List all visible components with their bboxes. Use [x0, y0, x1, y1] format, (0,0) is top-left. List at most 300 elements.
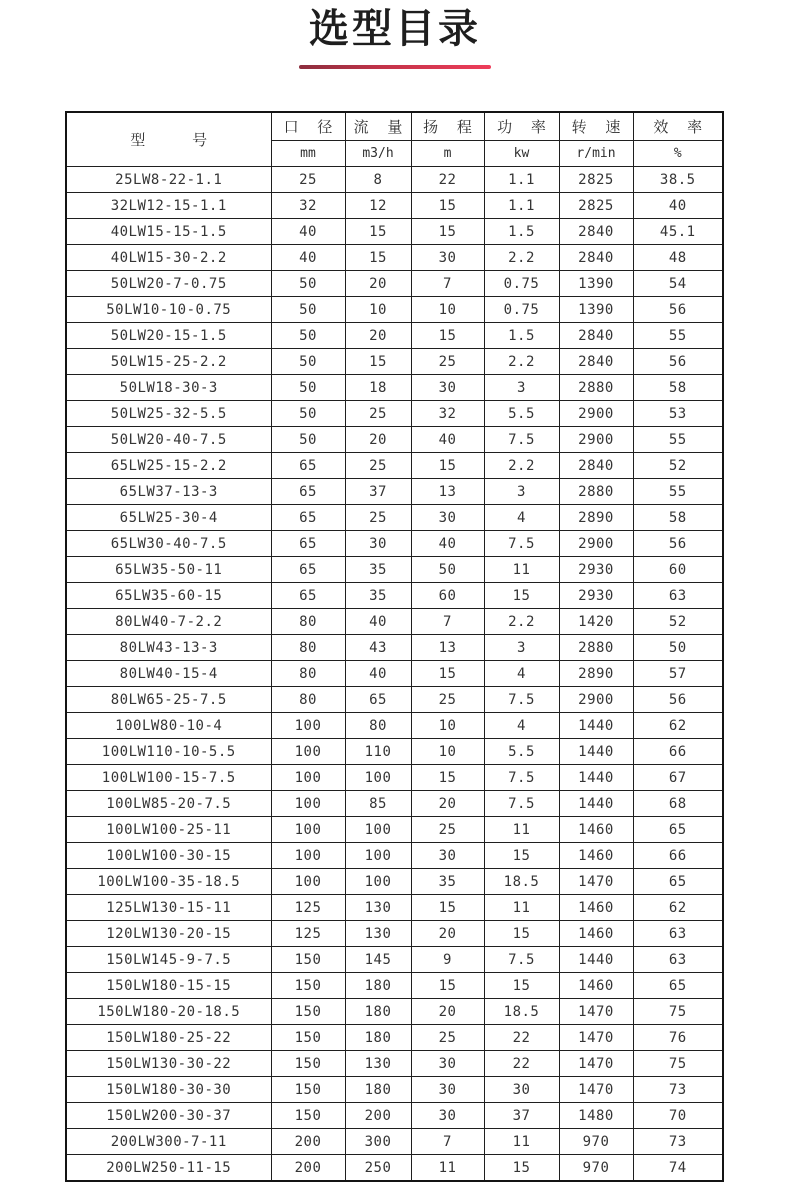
efficiency-cell: 63: [633, 947, 723, 973]
diameter-cell: 125: [271, 895, 345, 921]
power-cell: 11: [484, 1129, 559, 1155]
power-cell: 1.1: [484, 193, 559, 219]
head-cell: 40: [411, 531, 484, 557]
title-accent-line: [299, 65, 491, 69]
speed-cell: 2840: [559, 245, 633, 271]
head-cell: 30: [411, 245, 484, 271]
diameter-cell: 100: [271, 843, 345, 869]
power-cell: 3: [484, 635, 559, 661]
diameter-cell: 80: [271, 661, 345, 687]
diameter-cell: 65: [271, 583, 345, 609]
diameter-cell: 50: [271, 349, 345, 375]
efficiency-cell: 74: [633, 1155, 723, 1182]
head-cell: 60: [411, 583, 484, 609]
speed-cell: 1460: [559, 817, 633, 843]
power-cell: 4: [484, 661, 559, 687]
model-cell: 65LW35-50-11: [66, 557, 271, 583]
head-cell: 15: [411, 973, 484, 999]
model-cell: 100LW100-15-7.5: [66, 765, 271, 791]
efficiency-cell: 66: [633, 739, 723, 765]
diameter-cell: 40: [271, 219, 345, 245]
model-cell: 80LW65-25-7.5: [66, 687, 271, 713]
speed-cell: 970: [559, 1155, 633, 1182]
model-cell: 150LW145-9-7.5: [66, 947, 271, 973]
diameter-cell: 50: [271, 297, 345, 323]
model-cell: 150LW180-15-15: [66, 973, 271, 999]
flow-cell: 12: [345, 193, 411, 219]
head-cell: 10: [411, 297, 484, 323]
head-cell: 40: [411, 427, 484, 453]
pump-selection-table: [65, 111, 724, 1182]
unit-speed: r/min: [559, 141, 633, 167]
table-row: [66, 323, 723, 349]
model-cell: 120LW130-20-15: [66, 921, 271, 947]
flow-cell: 35: [345, 557, 411, 583]
efficiency-cell: 65: [633, 973, 723, 999]
table-body: [66, 167, 723, 1182]
head-cell: 9: [411, 947, 484, 973]
efficiency-cell: 76: [633, 1025, 723, 1051]
head-cell: 10: [411, 739, 484, 765]
head-cell: 7: [411, 271, 484, 297]
diameter-cell: 65: [271, 557, 345, 583]
model-cell: 100LW85-20-7.5: [66, 791, 271, 817]
column-header-power: 功 率: [484, 112, 559, 141]
unit-flow: m3/h: [345, 141, 411, 167]
model-cell: 200LW250-11-15: [66, 1155, 271, 1182]
power-cell: 15: [484, 921, 559, 947]
speed-cell: 2900: [559, 401, 633, 427]
table-row: [66, 947, 723, 973]
power-cell: 11: [484, 895, 559, 921]
speed-cell: 1470: [559, 1077, 633, 1103]
flow-cell: 20: [345, 427, 411, 453]
power-cell: 4: [484, 505, 559, 531]
power-cell: 11: [484, 557, 559, 583]
power-cell: 7.5: [484, 765, 559, 791]
flow-cell: 100: [345, 817, 411, 843]
power-cell: 30: [484, 1077, 559, 1103]
flow-cell: 37: [345, 479, 411, 505]
flow-cell: 20: [345, 271, 411, 297]
model-cell: 50LW10-10-0.75: [66, 297, 271, 323]
power-cell: 7.5: [484, 947, 559, 973]
unit-head: m: [411, 141, 484, 167]
diameter-cell: 65: [271, 531, 345, 557]
model-cell: 150LW180-20-18.5: [66, 999, 271, 1025]
efficiency-cell: 63: [633, 921, 723, 947]
flow-cell: 25: [345, 505, 411, 531]
flow-cell: 20: [345, 323, 411, 349]
efficiency-cell: 52: [633, 453, 723, 479]
efficiency-cell: 55: [633, 323, 723, 349]
diameter-cell: 150: [271, 1077, 345, 1103]
model-cell: 150LW200-30-37: [66, 1103, 271, 1129]
power-cell: 37: [484, 1103, 559, 1129]
power-cell: 2.2: [484, 349, 559, 375]
power-cell: 3: [484, 375, 559, 401]
diameter-cell: 80: [271, 635, 345, 661]
power-cell: 15: [484, 973, 559, 999]
speed-cell: 1460: [559, 973, 633, 999]
head-cell: 10: [411, 713, 484, 739]
diameter-cell: 50: [271, 323, 345, 349]
table-row: [66, 219, 723, 245]
speed-cell: 2930: [559, 583, 633, 609]
table-row: [66, 817, 723, 843]
model-cell: 50LW15-25-2.2: [66, 349, 271, 375]
power-cell: 7.5: [484, 427, 559, 453]
speed-cell: 1460: [559, 921, 633, 947]
diameter-cell: 40: [271, 245, 345, 271]
efficiency-cell: 62: [633, 895, 723, 921]
model-cell: 50LW20-40-7.5: [66, 427, 271, 453]
speed-cell: 1440: [559, 791, 633, 817]
efficiency-cell: 57: [633, 661, 723, 687]
model-cell: 65LW25-15-2.2: [66, 453, 271, 479]
table-row: [66, 999, 723, 1025]
diameter-cell: 65: [271, 479, 345, 505]
flow-cell: 18: [345, 375, 411, 401]
diameter-cell: 80: [271, 687, 345, 713]
unit-power: kw: [484, 141, 559, 167]
efficiency-cell: 75: [633, 999, 723, 1025]
table-row: [66, 791, 723, 817]
table-row: [66, 375, 723, 401]
table-row: [66, 583, 723, 609]
model-cell: 80LW40-15-4: [66, 661, 271, 687]
diameter-cell: 100: [271, 869, 345, 895]
model-cell: 150LW180-25-22: [66, 1025, 271, 1051]
efficiency-cell: 56: [633, 349, 723, 375]
power-cell: 1.1: [484, 167, 559, 193]
speed-cell: 1440: [559, 713, 633, 739]
head-cell: 7: [411, 1129, 484, 1155]
diameter-cell: 100: [271, 765, 345, 791]
power-cell: 0.75: [484, 271, 559, 297]
table-row: [66, 193, 723, 219]
speed-cell: 2880: [559, 479, 633, 505]
diameter-cell: 32: [271, 193, 345, 219]
head-cell: 15: [411, 765, 484, 791]
efficiency-cell: 45.1: [633, 219, 723, 245]
header-row-names: [66, 112, 723, 141]
diameter-cell: 200: [271, 1155, 345, 1182]
efficiency-cell: 40: [633, 193, 723, 219]
table-row: [66, 297, 723, 323]
head-cell: 30: [411, 375, 484, 401]
flow-cell: 25: [345, 453, 411, 479]
speed-cell: 2840: [559, 219, 633, 245]
efficiency-cell: 67: [633, 765, 723, 791]
efficiency-cell: 75: [633, 1051, 723, 1077]
table-row: [66, 557, 723, 583]
head-cell: 25: [411, 817, 484, 843]
speed-cell: 1390: [559, 297, 633, 323]
efficiency-cell: 73: [633, 1129, 723, 1155]
diameter-cell: 100: [271, 817, 345, 843]
model-cell: 200LW300-7-11: [66, 1129, 271, 1155]
power-cell: 2.2: [484, 453, 559, 479]
table-row: [66, 1025, 723, 1051]
table-row: [66, 765, 723, 791]
head-cell: 20: [411, 791, 484, 817]
head-cell: 15: [411, 453, 484, 479]
speed-cell: 1440: [559, 765, 633, 791]
speed-cell: 1420: [559, 609, 633, 635]
efficiency-cell: 60: [633, 557, 723, 583]
model-cell: 80LW40-7-2.2: [66, 609, 271, 635]
diameter-cell: 50: [271, 271, 345, 297]
table-row: [66, 1077, 723, 1103]
flow-cell: 130: [345, 895, 411, 921]
flow-cell: 40: [345, 661, 411, 687]
model-cell: 50LW25-32-5.5: [66, 401, 271, 427]
diameter-cell: 125: [271, 921, 345, 947]
speed-cell: 1470: [559, 999, 633, 1025]
head-cell: 7: [411, 609, 484, 635]
head-cell: 20: [411, 999, 484, 1025]
efficiency-cell: 54: [633, 271, 723, 297]
table-row: [66, 713, 723, 739]
head-cell: 15: [411, 895, 484, 921]
head-cell: 22: [411, 167, 484, 193]
table-row: [66, 687, 723, 713]
diameter-cell: 150: [271, 999, 345, 1025]
efficiency-cell: 48: [633, 245, 723, 271]
diameter-cell: 150: [271, 1025, 345, 1051]
power-cell: 3: [484, 479, 559, 505]
model-cell: 50LW18-30-3: [66, 375, 271, 401]
efficiency-cell: 56: [633, 687, 723, 713]
model-cell: 50LW20-15-1.5: [66, 323, 271, 349]
power-cell: 7.5: [484, 531, 559, 557]
head-cell: 15: [411, 661, 484, 687]
model-cell: 80LW43-13-3: [66, 635, 271, 661]
flow-cell: 15: [345, 349, 411, 375]
speed-cell: 2890: [559, 505, 633, 531]
speed-cell: 1460: [559, 843, 633, 869]
speed-cell: 2880: [559, 375, 633, 401]
unit-diameter: mm: [271, 141, 345, 167]
unit-efficiency: %: [633, 141, 723, 167]
diameter-cell: 150: [271, 1103, 345, 1129]
flow-cell: 8: [345, 167, 411, 193]
diameter-cell: 50: [271, 427, 345, 453]
head-cell: 11: [411, 1155, 484, 1182]
flow-cell: 145: [345, 947, 411, 973]
table-row: [66, 479, 723, 505]
power-cell: 15: [484, 843, 559, 869]
efficiency-cell: 52: [633, 609, 723, 635]
power-cell: 2.2: [484, 609, 559, 635]
efficiency-cell: 50: [633, 635, 723, 661]
speed-cell: 2825: [559, 167, 633, 193]
flow-cell: 100: [345, 869, 411, 895]
flow-cell: 130: [345, 1051, 411, 1077]
speed-cell: 1470: [559, 869, 633, 895]
column-header-diameter: 口 径: [271, 112, 345, 141]
diameter-cell: 200: [271, 1129, 345, 1155]
efficiency-cell: 56: [633, 297, 723, 323]
model-cell: 125LW130-15-11: [66, 895, 271, 921]
table-row: [66, 427, 723, 453]
speed-cell: 2930: [559, 557, 633, 583]
efficiency-cell: 53: [633, 401, 723, 427]
table-row: [66, 895, 723, 921]
flow-cell: 85: [345, 791, 411, 817]
table-row: [66, 869, 723, 895]
power-cell: 4: [484, 713, 559, 739]
head-cell: 35: [411, 869, 484, 895]
model-cell: 50LW20-7-0.75: [66, 271, 271, 297]
head-cell: 25: [411, 1025, 484, 1051]
table-row: [66, 1155, 723, 1182]
table-row: [66, 973, 723, 999]
speed-cell: 970: [559, 1129, 633, 1155]
power-cell: 18.5: [484, 869, 559, 895]
power-cell: 22: [484, 1025, 559, 1051]
table-row: [66, 505, 723, 531]
model-cell: 100LW100-25-11: [66, 817, 271, 843]
efficiency-cell: 70: [633, 1103, 723, 1129]
flow-cell: 30: [345, 531, 411, 557]
efficiency-cell: 55: [633, 479, 723, 505]
head-cell: 30: [411, 1077, 484, 1103]
speed-cell: 2825: [559, 193, 633, 219]
flow-cell: 40: [345, 609, 411, 635]
efficiency-cell: 62: [633, 713, 723, 739]
flow-cell: 43: [345, 635, 411, 661]
model-cell: 100LW100-35-18.5: [66, 869, 271, 895]
flow-cell: 10: [345, 297, 411, 323]
diameter-cell: 65: [271, 453, 345, 479]
head-cell: 25: [411, 349, 484, 375]
head-cell: 30: [411, 505, 484, 531]
speed-cell: 2900: [559, 687, 633, 713]
diameter-cell: 50: [271, 375, 345, 401]
speed-cell: 1440: [559, 947, 633, 973]
model-cell: 150LW180-30-30: [66, 1077, 271, 1103]
table-header: [66, 112, 723, 167]
diameter-cell: 150: [271, 973, 345, 999]
table-row: [66, 843, 723, 869]
flow-cell: 200: [345, 1103, 411, 1129]
speed-cell: 2840: [559, 323, 633, 349]
flow-cell: 180: [345, 973, 411, 999]
efficiency-cell: 65: [633, 869, 723, 895]
flow-cell: 25: [345, 401, 411, 427]
speed-cell: 2880: [559, 635, 633, 661]
column-header-model: 型 号: [66, 112, 271, 167]
model-cell: 40LW15-30-2.2: [66, 245, 271, 271]
head-cell: 20: [411, 921, 484, 947]
efficiency-cell: 68: [633, 791, 723, 817]
page-title: 选型目录: [309, 6, 481, 52]
speed-cell: 1460: [559, 895, 633, 921]
head-cell: 15: [411, 193, 484, 219]
power-cell: 5.5: [484, 401, 559, 427]
model-cell: 65LW30-40-7.5: [66, 531, 271, 557]
efficiency-cell: 63: [633, 583, 723, 609]
flow-cell: 80: [345, 713, 411, 739]
diameter-cell: 100: [271, 791, 345, 817]
flow-cell: 130: [345, 921, 411, 947]
diameter-cell: 150: [271, 947, 345, 973]
efficiency-cell: 56: [633, 531, 723, 557]
head-cell: 30: [411, 1103, 484, 1129]
table-row: [66, 739, 723, 765]
speed-cell: 1470: [559, 1051, 633, 1077]
column-header-speed: 转 速: [559, 112, 633, 141]
power-cell: 15: [484, 1155, 559, 1182]
speed-cell: 2890: [559, 661, 633, 687]
model-cell: 100LW80-10-4: [66, 713, 271, 739]
table-row: [66, 349, 723, 375]
column-header-head: 扬 程: [411, 112, 484, 141]
power-cell: 7.5: [484, 687, 559, 713]
table-row: [66, 635, 723, 661]
power-cell: 0.75: [484, 297, 559, 323]
table-row: [66, 531, 723, 557]
efficiency-cell: 66: [633, 843, 723, 869]
model-cell: 32LW12-15-1.1: [66, 193, 271, 219]
power-cell: 1.5: [484, 323, 559, 349]
head-cell: 32: [411, 401, 484, 427]
head-cell: 15: [411, 323, 484, 349]
flow-cell: 100: [345, 843, 411, 869]
speed-cell: 2900: [559, 427, 633, 453]
diameter-cell: 65: [271, 505, 345, 531]
efficiency-cell: 38.5: [633, 167, 723, 193]
power-cell: 1.5: [484, 219, 559, 245]
flow-cell: 180: [345, 1077, 411, 1103]
efficiency-cell: 55: [633, 427, 723, 453]
model-cell: 100LW110-10-5.5: [66, 739, 271, 765]
speed-cell: 2840: [559, 349, 633, 375]
table-row: [66, 609, 723, 635]
power-cell: 15: [484, 583, 559, 609]
diameter-cell: 100: [271, 739, 345, 765]
head-cell: 13: [411, 635, 484, 661]
speed-cell: 1440: [559, 739, 633, 765]
power-cell: 2.2: [484, 245, 559, 271]
table-row: [66, 271, 723, 297]
speed-cell: 1470: [559, 1025, 633, 1051]
model-cell: 25LW8-22-1.1: [66, 167, 271, 193]
model-cell: 65LW25-30-4: [66, 505, 271, 531]
model-cell: 40LW15-15-1.5: [66, 219, 271, 245]
table-row: [66, 167, 723, 193]
power-cell: 5.5: [484, 739, 559, 765]
efficiency-cell: 58: [633, 505, 723, 531]
diameter-cell: 100: [271, 713, 345, 739]
table-row: [66, 453, 723, 479]
diameter-cell: 50: [271, 401, 345, 427]
head-cell: 13: [411, 479, 484, 505]
flow-cell: 250: [345, 1155, 411, 1182]
flow-cell: 15: [345, 245, 411, 271]
power-cell: 7.5: [484, 791, 559, 817]
flow-cell: 15: [345, 219, 411, 245]
flow-cell: 300: [345, 1129, 411, 1155]
table-row: [66, 921, 723, 947]
table-row: [66, 661, 723, 687]
column-header-efficiency: 效 率: [633, 112, 723, 141]
flow-cell: 180: [345, 999, 411, 1025]
speed-cell: 1390: [559, 271, 633, 297]
table-row: [66, 1129, 723, 1155]
